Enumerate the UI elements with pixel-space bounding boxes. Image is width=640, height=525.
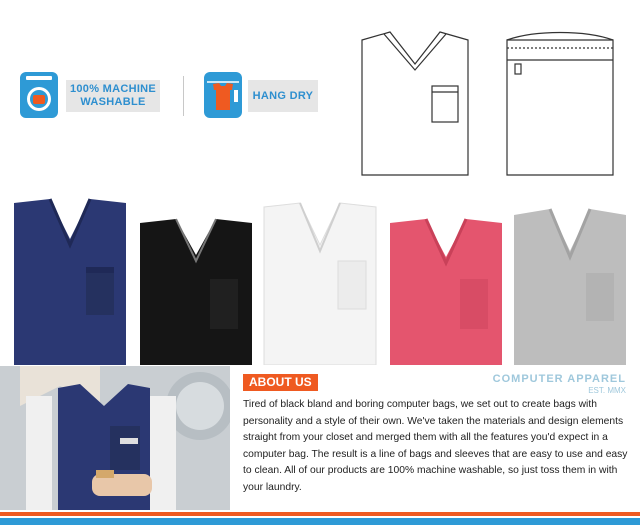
shirt-back-sketch: [495, 20, 625, 180]
brand-established: EST. MMX: [588, 386, 626, 395]
shirt-color-lineup: [0, 195, 640, 365]
about-description: Tired of black bland and boring computer bags, we set out to create bags with personality and a style of their own. We've taken the materials and design elements straight from your closet and merged them with all the features you'd expect in a computer bag. The result is a line of bags and sleeves that are easy to use and easy to clean. All of our products are 100% machine washable, so just toss them in with your laundry.: [243, 399, 628, 493]
shirt-pink[interactable]: [388, 195, 504, 365]
shirt-navy[interactable]: [12, 195, 128, 365]
about-section: [230, 366, 640, 510]
lifestyle-photo: [0, 366, 230, 510]
hang-dry-label: HANG DRY: [248, 80, 318, 112]
washing-machine-icon: [20, 72, 58, 118]
about-heading: ABOUT US: [243, 374, 318, 391]
shirt-white[interactable]: [262, 195, 378, 365]
brand-logo: [493, 373, 626, 395]
machine-washable-label: 100% MACHINE WASHABLE: [66, 80, 160, 112]
shirt-front-sketch: [350, 20, 480, 180]
footer-stripe-blue: [0, 518, 640, 525]
divider: [183, 76, 184, 116]
hanging-shirt-icon: [204, 72, 242, 118]
brand-name: COMPUTER APPAREL: [492, 373, 626, 385]
shirt-black[interactable]: [138, 195, 254, 365]
care-instructions: [20, 72, 320, 120]
shirt-gray[interactable]: [512, 195, 628, 365]
